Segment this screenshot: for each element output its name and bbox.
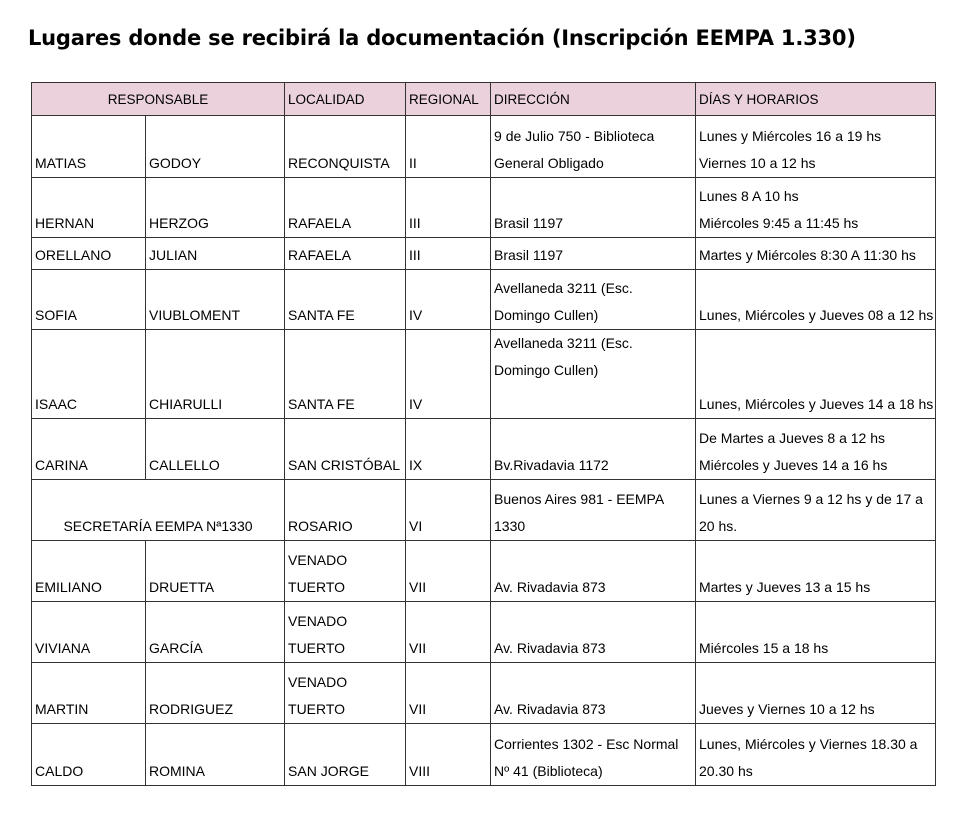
direccion-cell xyxy=(491,419,696,480)
nombre-cell xyxy=(32,419,146,480)
dias-cell xyxy=(696,270,936,330)
cell-text: CHIARULLI xyxy=(149,396,223,412)
cell-text: SANTA FE xyxy=(288,307,355,323)
cell-text: VII xyxy=(409,579,427,595)
cell-text: 9 de Julio 750 - Biblioteca xyxy=(494,128,655,144)
regional-cell xyxy=(406,419,491,480)
header-regional: REGIONAL xyxy=(406,83,491,116)
cell-text: Buenos Aires 981 - EEMPA xyxy=(494,491,665,507)
nombre-cell xyxy=(32,541,146,602)
direccion-cell xyxy=(491,270,696,330)
cell-text: Miércoles 9:45 a 11:45 hs xyxy=(699,215,859,231)
cell-text: Lunes, Miércoles y Viernes 18.30 a xyxy=(699,736,918,752)
apellido-cell xyxy=(146,419,285,480)
direccion-cell xyxy=(491,541,696,602)
secretaria-cell xyxy=(32,480,285,541)
direccion-cell xyxy=(491,330,696,419)
cell-text: Bv.Rivadavia 1172 xyxy=(494,457,609,473)
localidad-cell xyxy=(285,663,406,724)
cell-text: Corrientes 1302 - Esc Normal xyxy=(494,736,679,752)
cell-text: VII xyxy=(409,701,427,717)
localidad-cell xyxy=(285,238,406,270)
cell-text: Nº 41 (Biblioteca) xyxy=(494,763,603,779)
localidad-cell xyxy=(285,480,406,541)
regional-cell xyxy=(406,480,491,541)
cell-text: SAN JORGE xyxy=(288,763,369,779)
cell-text: CALDO xyxy=(35,763,84,779)
cell-text: ISAAC xyxy=(35,396,78,412)
cell-text: TUERTO xyxy=(288,640,346,656)
regional-cell xyxy=(406,663,491,724)
cell-text: CARINA xyxy=(35,457,88,473)
cell-text: ROMINA xyxy=(149,763,205,779)
cell-text: SOFIA xyxy=(35,307,78,323)
direccion-cell xyxy=(491,663,696,724)
cell-text: IV xyxy=(409,396,423,412)
cell-text: IX xyxy=(409,457,423,473)
regional-cell xyxy=(406,270,491,330)
header-dias: DÍAS Y HORARIOS xyxy=(696,83,936,116)
nombre-cell xyxy=(32,330,146,419)
apellido-cell xyxy=(146,602,285,663)
cell-text: VENADO xyxy=(288,674,348,690)
cell-text: VIVIANA xyxy=(35,640,91,656)
nombre-cell xyxy=(32,178,146,238)
dias-cell xyxy=(696,663,936,724)
dias-cell xyxy=(696,238,936,270)
cell-text: RAFAELA xyxy=(288,247,352,263)
cell-text: VIII xyxy=(409,763,431,779)
cell-text: Domingo Cullen) xyxy=(494,307,599,323)
cell-text: TUERTO xyxy=(288,579,346,595)
cell-text: Brasil 1197 xyxy=(494,247,564,263)
localidad-cell xyxy=(285,419,406,480)
nombre-cell xyxy=(32,238,146,270)
cell-text: 20.30 hs xyxy=(699,763,753,779)
regional-cell xyxy=(406,724,491,786)
regional-cell xyxy=(406,238,491,270)
header-row xyxy=(32,83,936,116)
table-row xyxy=(32,270,936,330)
cell-text: Lunes, Miércoles y Jueves 14 a 18 hs xyxy=(699,396,934,412)
cell-text: Av. Rivadavia 873 xyxy=(494,579,606,595)
direccion-cell xyxy=(491,238,696,270)
table-row xyxy=(32,602,936,663)
header-direccion: DIRECCIÓN xyxy=(491,83,696,116)
regional-cell xyxy=(406,178,491,238)
cell-text: Av. Rivadavia 873 xyxy=(494,640,606,656)
cell-text: Brasil 1197 xyxy=(494,215,564,231)
localidad-cell xyxy=(285,541,406,602)
dias-cell xyxy=(696,602,936,663)
cell-text: VIUBLOMENT xyxy=(149,307,241,323)
cell-text: CALLELLO xyxy=(149,457,220,473)
direccion-cell xyxy=(491,602,696,663)
cell-text: GODOY xyxy=(149,155,202,171)
regional-cell xyxy=(406,541,491,602)
cell-text: Miércoles y Jueves 14 a 16 hs xyxy=(699,457,888,473)
table-row xyxy=(32,419,936,480)
table-row xyxy=(32,724,936,786)
nombre-cell xyxy=(32,116,146,178)
cell-text: Lunes, Miércoles y Jueves 08 a 12 hs xyxy=(699,307,934,323)
locations-table xyxy=(31,82,936,786)
page-title: Lugares donde se recibirá la documentación (Inscripción EEMPA 1.330) xyxy=(28,26,856,50)
cell-text: DRUETTA xyxy=(149,579,215,595)
cell-text: 20 hs. xyxy=(699,518,738,534)
cell-text: RODRIGUEZ xyxy=(149,701,233,717)
table-row xyxy=(32,541,936,602)
cell-text: VI xyxy=(409,518,423,534)
nombre-cell xyxy=(32,724,146,786)
cell-text: SAN CRISTÓBAL xyxy=(288,457,401,473)
regional-cell xyxy=(406,602,491,663)
dias-cell xyxy=(696,724,936,786)
dias-cell xyxy=(696,419,936,480)
cell-text: HERNAN xyxy=(35,215,95,231)
cell-text: VENADO xyxy=(288,552,348,568)
apellido-cell xyxy=(146,178,285,238)
cell-text: Jueves y Viernes 10 a 12 hs xyxy=(699,701,875,717)
cell-text: General Obligado xyxy=(494,155,604,171)
direccion-cell xyxy=(491,116,696,178)
header-localidad: LOCALIDAD xyxy=(285,83,406,116)
cell-text: RAFAELA xyxy=(288,215,352,231)
cell-text: TUERTO xyxy=(288,701,346,717)
cell-text: Martes y Miércoles 8:30 A 11:30 hs xyxy=(699,247,916,263)
apellido-cell xyxy=(146,238,285,270)
localidad-cell xyxy=(285,116,406,178)
apellido-cell xyxy=(146,330,285,419)
dias-cell xyxy=(696,116,936,178)
cell-text: RECONQUISTA xyxy=(288,155,390,171)
cell-text: HERZOG xyxy=(149,215,209,231)
cell-text: De Martes a Jueves 8 a 12 hs xyxy=(699,430,886,446)
table-row xyxy=(32,330,936,419)
cell-text: Lunes 8 A 10 hs xyxy=(699,188,799,204)
cell-text: Miércoles 15 a 18 hs xyxy=(699,640,829,656)
header-responsable: RESPONSABLE xyxy=(32,83,285,116)
localidad-cell xyxy=(285,330,406,419)
nombre-cell xyxy=(32,602,146,663)
localidad-cell xyxy=(285,724,406,786)
apellido-cell xyxy=(146,541,285,602)
cell-text: JULIAN xyxy=(149,247,198,263)
apellido-cell xyxy=(146,270,285,330)
apellido-cell xyxy=(146,116,285,178)
localidad-cell xyxy=(285,602,406,663)
direccion-cell xyxy=(491,724,696,786)
localidad-cell xyxy=(285,178,406,238)
apellido-cell xyxy=(146,663,285,724)
cell-text: III xyxy=(409,215,421,231)
cell-text: EMILIANO xyxy=(35,579,102,595)
table-row xyxy=(32,116,936,178)
cell-text: VENADO xyxy=(288,613,348,629)
cell-text: ROSARIO xyxy=(288,518,353,534)
regional-cell xyxy=(406,116,491,178)
cell-text: II xyxy=(409,155,417,171)
dias-cell xyxy=(696,541,936,602)
cell-text: SANTA FE xyxy=(288,396,355,412)
table-row xyxy=(32,663,936,724)
cell-text: Avellaneda 3211 (Esc. xyxy=(494,280,633,296)
cell-text: Viernes 10 a 12 hs xyxy=(699,155,816,171)
cell-text: III xyxy=(409,247,421,263)
regional-cell xyxy=(406,330,491,419)
cell-text: VII xyxy=(409,640,427,656)
cell-text: Martes y Jueves 13 a 15 hs xyxy=(699,579,871,595)
nombre-cell xyxy=(32,270,146,330)
direccion-cell xyxy=(491,178,696,238)
cell-text: Lunes a Viernes 9 a 12 hs y de 17 a xyxy=(699,491,923,507)
cell-text: Domingo Cullen) xyxy=(494,362,599,378)
cell-text: ORELLANO xyxy=(35,247,112,263)
direccion-cell xyxy=(491,480,696,541)
apellido-cell xyxy=(146,724,285,786)
dias-cell xyxy=(696,330,936,419)
cell-text: 1330 xyxy=(494,518,526,534)
cell-text: MATIAS xyxy=(35,155,87,171)
cell-text: GARCÍA xyxy=(149,640,203,656)
table-row xyxy=(32,480,936,541)
table-row xyxy=(32,178,936,238)
dias-cell xyxy=(696,480,936,541)
cell-text: Avellaneda 3211 (Esc. xyxy=(494,335,633,351)
cell-text: SECRETARÍA EEMPA Nª1330 xyxy=(63,518,253,534)
dias-cell xyxy=(696,178,936,238)
cell-text: Lunes y Miércoles 16 a 19 hs xyxy=(699,128,882,144)
nombre-cell xyxy=(32,663,146,724)
localidad-cell xyxy=(285,270,406,330)
cell-text: IV xyxy=(409,307,423,323)
cell-text: Av. Rivadavia 873 xyxy=(494,701,606,717)
cell-text: MARTIN xyxy=(35,701,89,717)
table-row xyxy=(32,238,936,270)
